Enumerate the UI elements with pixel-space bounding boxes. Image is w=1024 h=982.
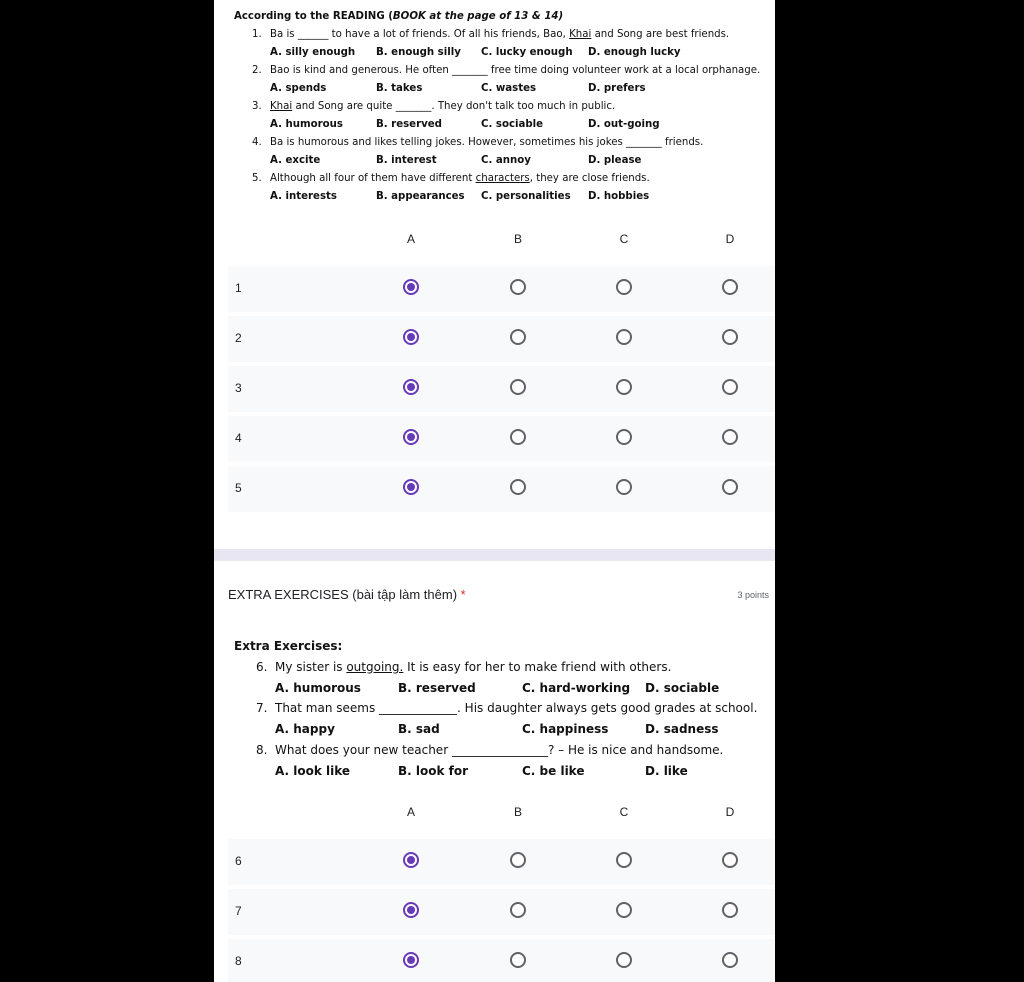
radio-7-a[interactable] — [403, 902, 419, 918]
reading-document-image — [234, 8, 774, 206]
option-a: A. silly enough — [270, 47, 356, 58]
grid-header — [228, 232, 775, 252]
grid-row-2 — [228, 316, 775, 362]
question-text: Khai and Song are quite _______. They don't talk too much in public. — [270, 101, 616, 112]
option-c: C. sociable — [481, 119, 544, 130]
question-number: 6. — [256, 659, 268, 674]
radio-7-b[interactable] — [510, 902, 526, 918]
question-2 — [234, 62, 774, 80]
question-text: My sister is outgoing. It is easy for her to make friend with others. — [275, 659, 672, 674]
radio-8-a[interactable] — [403, 952, 419, 968]
radio-4-d[interactable] — [722, 429, 738, 445]
question-text: Although all four of them have different characters, they are close friends. — [270, 173, 650, 184]
radio-5-c[interactable] — [616, 479, 632, 495]
row-label: 4 — [235, 431, 242, 445]
option-a: A. interests — [270, 191, 337, 202]
option-b: B. sad — [398, 722, 440, 737]
radio-1-a[interactable] — [403, 279, 419, 295]
grid-row-5 — [228, 466, 775, 512]
radio-1-c[interactable] — [616, 279, 632, 295]
radio-4-c[interactable] — [616, 429, 632, 445]
answer-options — [234, 678, 774, 699]
question-text: Bao is kind and generous. He often _______ free time doing volunteer work at a local orphanage. — [270, 65, 761, 76]
radio-2-d[interactable] — [722, 329, 738, 345]
radio-4-a[interactable] — [403, 429, 419, 445]
row-label: 1 — [235, 281, 242, 295]
option-b: B. appearances — [376, 191, 465, 202]
option-c: C. happiness — [522, 722, 609, 737]
question-1 — [234, 26, 774, 44]
option-d: D. out-going — [588, 119, 660, 130]
option-a: A. spends — [270, 83, 327, 94]
option-b: B. reserved — [376, 119, 442, 130]
grid-row-4 — [228, 416, 775, 462]
column-label-d: D — [725, 232, 735, 246]
radio-3-d[interactable] — [722, 379, 738, 395]
radio-8-d[interactable] — [722, 952, 738, 968]
column-label-d: D — [725, 805, 735, 819]
row-label: 3 — [235, 381, 242, 395]
option-a: A. humorous — [275, 680, 361, 695]
option-c: C. annoy — [481, 155, 531, 166]
column-label-a: A — [406, 232, 415, 246]
radio-5-b[interactable] — [510, 479, 526, 495]
points-label: 3 points — [737, 590, 769, 600]
option-c: C. lucky enough — [481, 47, 573, 58]
question-3 — [234, 98, 774, 116]
option-b: B. enough silly — [376, 47, 461, 58]
row-label: 6 — [235, 854, 242, 868]
option-c: C. wastes — [481, 83, 537, 94]
answer-options — [234, 116, 774, 134]
radio-1-d[interactable] — [722, 279, 738, 295]
grid-row-7 — [228, 889, 775, 935]
option-d: D. sociable — [645, 680, 720, 695]
answer-options — [234, 188, 774, 206]
answer-grid-2 — [228, 805, 775, 982]
question-text: What does your new teacher ________________? – He is nice and handsome. — [275, 742, 724, 757]
option-b: B. interest — [376, 155, 437, 166]
radio-6-b[interactable] — [510, 852, 526, 868]
answer-grid-1 — [228, 232, 775, 516]
option-b: B. takes — [376, 83, 423, 94]
option-a: A. excite — [270, 155, 321, 166]
column-label-c: C — [619, 232, 629, 246]
radio-2-a[interactable] — [403, 329, 419, 345]
radio-3-c[interactable] — [616, 379, 632, 395]
option-a: A. look like — [275, 763, 351, 778]
row-label: 2 — [235, 331, 242, 345]
question-8 — [234, 740, 774, 761]
question-number: 5. — [252, 173, 262, 184]
question-7 — [234, 698, 774, 719]
column-label-b: B — [513, 805, 522, 819]
answer-options — [234, 44, 774, 62]
column-label-c: C — [619, 805, 629, 819]
question-6 — [234, 657, 774, 678]
extra-document-image — [234, 636, 774, 782]
column-label-b: B — [513, 232, 522, 246]
option-a: A. happy — [275, 722, 335, 737]
section-separator — [214, 549, 775, 561]
answer-options — [234, 761, 774, 782]
reading-heading: According to the READING (BOOK at the page of 13 & 14) — [234, 11, 564, 22]
radio-8-b[interactable] — [510, 952, 526, 968]
answer-options — [234, 152, 774, 170]
radio-1-b[interactable] — [510, 279, 526, 295]
option-b: B. look for — [398, 763, 469, 778]
radio-5-d[interactable] — [722, 479, 738, 495]
answer-options — [234, 719, 774, 740]
question-text: Ba is humorous and likes telling jokes. However, sometimes his jokes _______ friends. — [270, 137, 704, 148]
grid-row-8 — [228, 939, 775, 982]
radio-5-a[interactable] — [403, 479, 419, 495]
radio-2-b[interactable] — [510, 329, 526, 345]
row-label: 7 — [235, 904, 242, 918]
form-page — [214, 0, 775, 982]
row-label: 5 — [235, 481, 242, 495]
option-d: D. hobbies — [588, 191, 650, 202]
extra-heading: Extra Exercises: — [234, 639, 343, 653]
question-number: 7. — [256, 701, 268, 716]
question-number: 3. — [252, 101, 262, 112]
option-d: D. prefers — [588, 83, 646, 94]
grid-row-1 — [228, 266, 775, 312]
question-4 — [234, 134, 774, 152]
column-label-a: A — [406, 805, 415, 819]
question-number: 2. — [252, 65, 262, 76]
radio-8-c[interactable] — [616, 952, 632, 968]
option-c: C. personalities — [481, 191, 571, 202]
radio-3-b[interactable] — [510, 379, 526, 395]
radio-4-b[interactable] — [510, 429, 526, 445]
question-number: 8. — [256, 742, 268, 757]
radio-6-a[interactable] — [403, 852, 419, 868]
question-number: 1. — [252, 29, 262, 40]
grid-header — [228, 805, 775, 825]
radio-7-d[interactable] — [722, 902, 738, 918]
option-b: B. reserved — [398, 680, 476, 695]
answer-options — [234, 80, 774, 98]
option-d: D. enough lucky — [588, 47, 681, 58]
radio-6-c[interactable] — [616, 852, 632, 868]
option-d: D. please — [588, 155, 642, 166]
grid-row-6 — [228, 839, 775, 885]
radio-3-a[interactable] — [403, 379, 419, 395]
required-mark: * — [460, 587, 466, 602]
question-title: EXTRA EXERCISES (bài tập làm thêm) * — [228, 587, 466, 602]
option-d: D. sadness — [645, 722, 719, 737]
grid-row-3 — [228, 366, 775, 412]
option-c: C. hard-working — [522, 680, 631, 695]
question-text: That man seems _____________. His daughter always gets good grades at school. — [275, 701, 758, 716]
radio-7-c[interactable] — [616, 902, 632, 918]
radio-6-d[interactable] — [722, 852, 738, 868]
option-d: D. like — [645, 763, 688, 778]
radio-2-c[interactable] — [616, 329, 632, 345]
question-number: 4. — [252, 137, 262, 148]
row-label: 8 — [235, 954, 242, 968]
question-5 — [234, 170, 774, 188]
question-text: Ba is ______ to have a lot of friends. Of all his friends, Bao, Khai and Song are best friends. — [270, 29, 730, 40]
option-a: A. humorous — [270, 119, 343, 130]
option-c: C. be like — [522, 763, 585, 778]
